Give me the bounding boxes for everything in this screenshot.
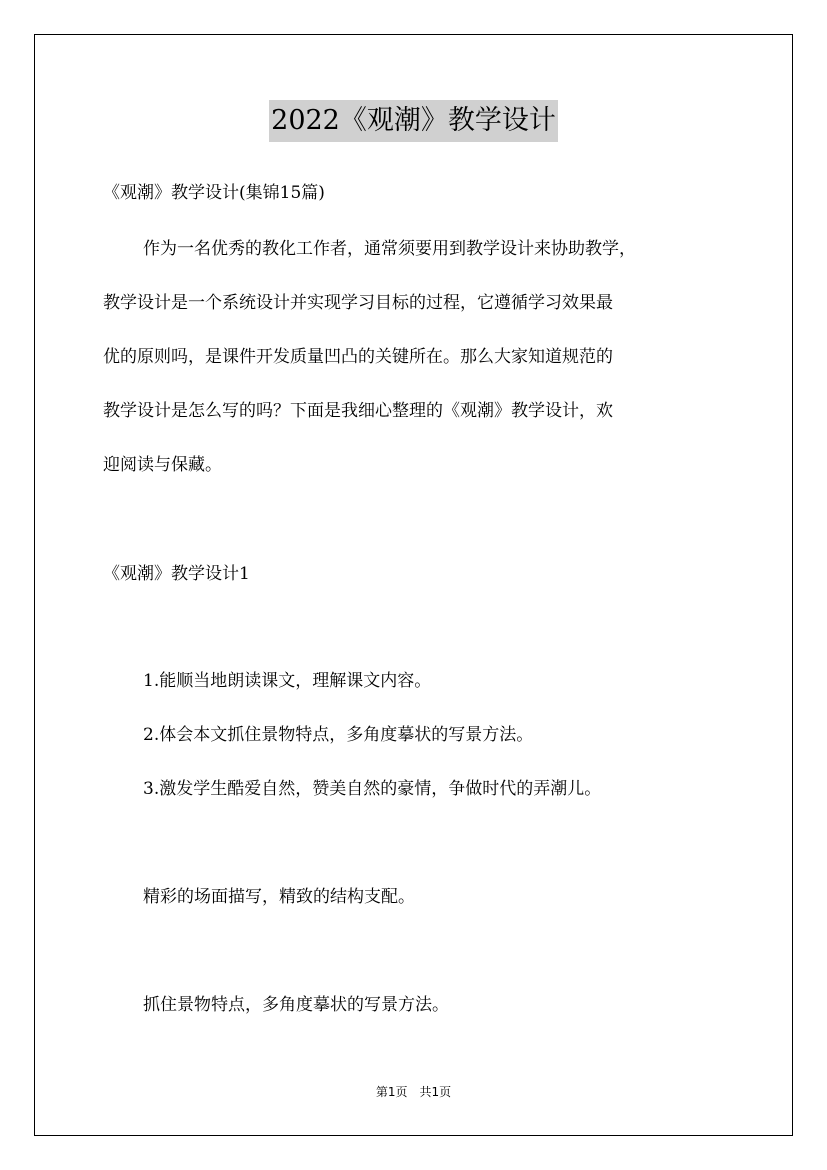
subtitle: 《观潮》教学设计(集锦15篇)	[103, 183, 325, 203]
section-heading: 《观潮》教学设计1	[103, 564, 250, 584]
goal-item-1: 1.能顺当地朗读课文，理解课文内容。	[143, 671, 432, 691]
goal-item-3: 3.激发学生酷爱自然，赞美自然的豪情，争做时代的弄潮儿。	[143, 779, 602, 799]
difficulty: 抓住景物特点，多角度摹状的写景方法。	[143, 995, 449, 1015]
key-point: 精彩的场面描写，精致的结构支配。	[143, 887, 415, 907]
intro-line-3: 优的原则吗，是课件开发质量凹凸的关键所在。那么大家知道规范的	[103, 347, 613, 367]
intro-line-1: 作为一名优秀的教化工作者，通常须要用到教学设计来协助教学，	[143, 239, 636, 259]
title-block	[0, 100, 827, 142]
intro-line-2: 教学设计是一个系统设计并实现学习目标的过程，它遵循学习效果最	[103, 293, 613, 313]
intro-line-5: 迎阅读与保藏。	[103, 455, 222, 475]
intro-line-4: 教学设计是怎么写的吗？下面是我细心整理的《观潮》教学设计，欢	[103, 401, 613, 421]
page-footer: 第1页 共1页	[375, 1085, 452, 1099]
document-title: 2022《观潮》教学设计	[269, 100, 558, 142]
goal-item-2: 2.体会本文抓住景物特点，多角度摹状的写景方法。	[143, 725, 534, 745]
